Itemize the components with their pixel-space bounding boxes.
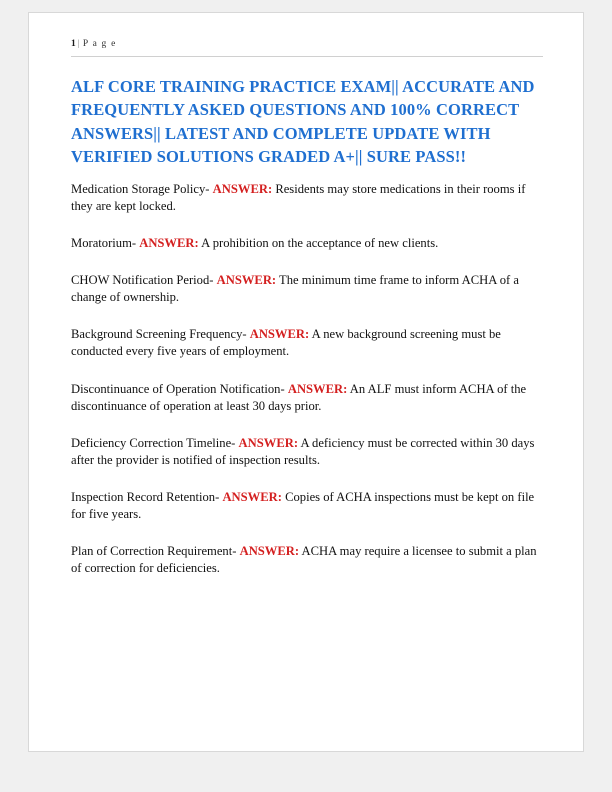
qa-answer-label: ANSWER: bbox=[249, 327, 310, 342]
qa-term: Moratorium- bbox=[71, 235, 137, 250]
header-page-label: P a g e bbox=[82, 39, 117, 49]
qa-term: Deficiency Correction Timeline- bbox=[71, 435, 236, 450]
qa-answer-label: ANSWER: bbox=[212, 181, 273, 196]
document-page bbox=[28, 12, 584, 752]
page-title: ALF CORE TRAINING PRACTICE EXAM|| ACCURATE AND FREQUENTLY ASKED QUESTIONS AND 100% CORRECT ANSWERS|| LATEST AND COMPLETE UPDATE WITH VERIFIED SOLUTIONS GRADED A+|| SURE PASS!! bbox=[71, 77, 535, 167]
page-header bbox=[71, 39, 543, 57]
qa-item bbox=[71, 235, 543, 252]
qa-item bbox=[71, 272, 543, 306]
qa-item bbox=[71, 326, 543, 360]
qa-answer-text: Residents may store medications in their rooms if they are kept locked. bbox=[71, 181, 526, 213]
qa-term: Medication Storage Policy- bbox=[71, 181, 210, 196]
qa-answer-text: A new background screening must be conducted every five years of employment. bbox=[71, 327, 501, 359]
qa-answer-label: ANSWER: bbox=[216, 273, 277, 288]
qa-answer-text: A deficiency must be corrected within 30 days after the provider is notified of inspection results. bbox=[71, 435, 535, 467]
qa-answer-label: ANSWER: bbox=[239, 544, 300, 559]
qa-item bbox=[71, 489, 543, 523]
qa-answer-text: Copies of ACHA inspections must be kept on file for five years. bbox=[71, 490, 535, 522]
header-page-number: 1 bbox=[71, 39, 76, 49]
qa-answer-label: ANSWER: bbox=[139, 235, 199, 250]
qa-answer-text: The minimum time frame to inform ACHA of a change of ownership. bbox=[71, 273, 519, 305]
qa-item bbox=[71, 381, 543, 415]
qa-term: Inspection Record Retention- bbox=[71, 490, 220, 505]
qa-answer-label: ANSWER: bbox=[222, 490, 282, 505]
qa-answer-text: A prohibition on the acceptance of new clients. bbox=[201, 235, 439, 250]
qa-answer-label: ANSWER: bbox=[287, 381, 348, 396]
qa-answer-text: An ALF must inform ACHA of the discontinuance of operation at least 30 days prior. bbox=[71, 381, 527, 413]
qa-item bbox=[71, 435, 543, 469]
qa-answer-text: ACHA may require a licensee to submit a plan of correction for deficiencies. bbox=[71, 544, 537, 576]
qa-item bbox=[71, 181, 543, 215]
qa-answer-label: ANSWER: bbox=[238, 435, 299, 450]
qa-term: Discontinuance of Operation Notification- bbox=[71, 381, 285, 396]
qa-term: CHOW Notification Period- bbox=[71, 273, 214, 288]
qa-term: Background Screening Frequency- bbox=[71, 327, 247, 342]
qa-item bbox=[71, 543, 543, 577]
header-separator: | bbox=[77, 39, 81, 49]
qa-term: Plan of Correction Requirement- bbox=[71, 544, 237, 559]
